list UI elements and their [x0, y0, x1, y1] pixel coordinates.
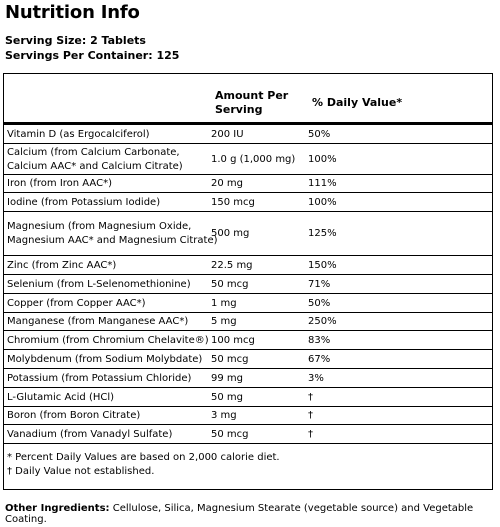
nutrient-daily-value: 3% [308, 373, 324, 384]
table-row [4, 425, 492, 444]
daily-value-column-header: % Daily Value* [312, 96, 403, 109]
nutrient-name: Iron (from Iron AAC*) [7, 178, 112, 189]
nutrient-amount: 1.0 g (1,000 mg) [211, 154, 296, 165]
nutrient-amount: 500 mg [211, 228, 250, 239]
table-row [4, 407, 492, 425]
nutrient-daily-value: 150% [308, 260, 337, 271]
footnote-dagger: † Daily Value not established. [7, 466, 155, 477]
nutrient-amount: 22.5 mg [211, 260, 253, 271]
nutrient-amount: 5 mg [211, 316, 237, 327]
table-row [4, 331, 492, 350]
nutrition-table [3, 73, 493, 490]
table-row [4, 275, 492, 294]
nutrient-daily-value: 71% [308, 279, 331, 290]
page-title: Nutrition Info [5, 2, 140, 23]
table-row [4, 193, 492, 212]
nutrient-amount: 150 mcg [211, 197, 255, 208]
nutrient-name: Manganese (from Manganese AAC*) [7, 316, 189, 327]
nutrient-amount: 99 mg [211, 373, 243, 384]
footnote-percent: * Percent Daily Values are based on 2,000 calorie diet. [7, 452, 280, 463]
nutrient-name: Magnesium (from Magnesium Oxide, Magnesium AAC* and Magnesium Citrate) [7, 221, 218, 246]
table-row [4, 212, 492, 256]
nutrient-daily-value: † [308, 429, 313, 440]
nutrient-daily-value: † [308, 392, 313, 403]
nutrient-daily-value: † [308, 410, 313, 421]
nutrient-amount: 100 mcg [211, 335, 255, 346]
serving-size: Serving Size: 2 Tablets [5, 34, 146, 47]
nutrient-amount: 50 mcg [211, 279, 249, 290]
nutrient-name: Selenium (from L-Selenomethionine) [7, 279, 191, 290]
table-row [4, 388, 492, 407]
nutrient-name: Molybdenum (from Sodium Molybdate) [7, 354, 203, 365]
table-rows [4, 125, 492, 444]
table-row [4, 144, 492, 175]
amount-header-line2: Serving [215, 103, 263, 116]
nutrient-name: Chromium (from Chromium Chelavite®) [7, 335, 209, 346]
nutrient-daily-value: 50% [308, 298, 331, 309]
nutrient-name: Calcium (from Calcium Carbonate, Calcium AAC* and Calcium Citrate) [7, 147, 183, 172]
nutrient-daily-value: 100% [308, 154, 337, 165]
nutrient-amount: 50 mcg [211, 429, 249, 440]
table-header [4, 74, 492, 125]
nutrient-daily-value: 250% [308, 316, 337, 327]
table-row [4, 313, 492, 331]
nutrient-name: Zinc (from Zinc AAC*) [7, 260, 117, 271]
nutrient-daily-value: 125% [308, 228, 337, 239]
nutrient-name: Boron (from Boron Citrate) [7, 410, 141, 421]
other-ingredients-label: Other Ingredients: [5, 503, 110, 514]
footnotes [7, 451, 280, 479]
nutrient-name: L-Glutamic Acid (HCl) [7, 392, 115, 403]
table-row [4, 369, 492, 388]
amount-column-header [215, 89, 288, 117]
nutrient-amount: 50 mcg [211, 354, 249, 365]
table-row [4, 256, 492, 275]
nutrient-amount: 200 IU [211, 129, 244, 140]
table-row [4, 175, 492, 193]
nutrient-name: Iodine (from Potassium Iodide) [7, 197, 161, 208]
nutrient-daily-value: 100% [308, 197, 337, 208]
serving-info [5, 33, 179, 63]
nutrient-name: Vanadium (from Vanadyl Sulfate) [7, 429, 173, 440]
servings-per-container: Servings Per Container: 125 [5, 49, 180, 62]
nutrient-amount: 20 mg [211, 178, 243, 189]
other-ingredients [5, 503, 500, 525]
table-row [4, 125, 492, 144]
nutrient-daily-value: 83% [308, 335, 331, 346]
nutrient-amount: 3 mg [211, 410, 237, 421]
table-row [4, 294, 492, 313]
table-row [4, 350, 492, 369]
nutrient-amount: 50 mg [211, 392, 243, 403]
other-ingredients-text: Cellulose, Silica, Magnesium Stearate (vegetable source) and Vegetable Coating. [5, 503, 474, 525]
nutrient-name: Copper (from Copper AAC*) [7, 298, 146, 309]
nutrient-daily-value: 111% [308, 178, 337, 189]
nutrient-name: Potassium (from Potassium Chloride) [7, 373, 192, 384]
nutrient-daily-value: 50% [308, 129, 331, 140]
nutrient-amount: 1 mg [211, 298, 237, 309]
nutrient-daily-value: 67% [308, 354, 331, 365]
amount-header-line1: Amount Per [215, 89, 289, 102]
nutrient-name: Vitamin D (as Ergocalciferol) [7, 129, 150, 140]
